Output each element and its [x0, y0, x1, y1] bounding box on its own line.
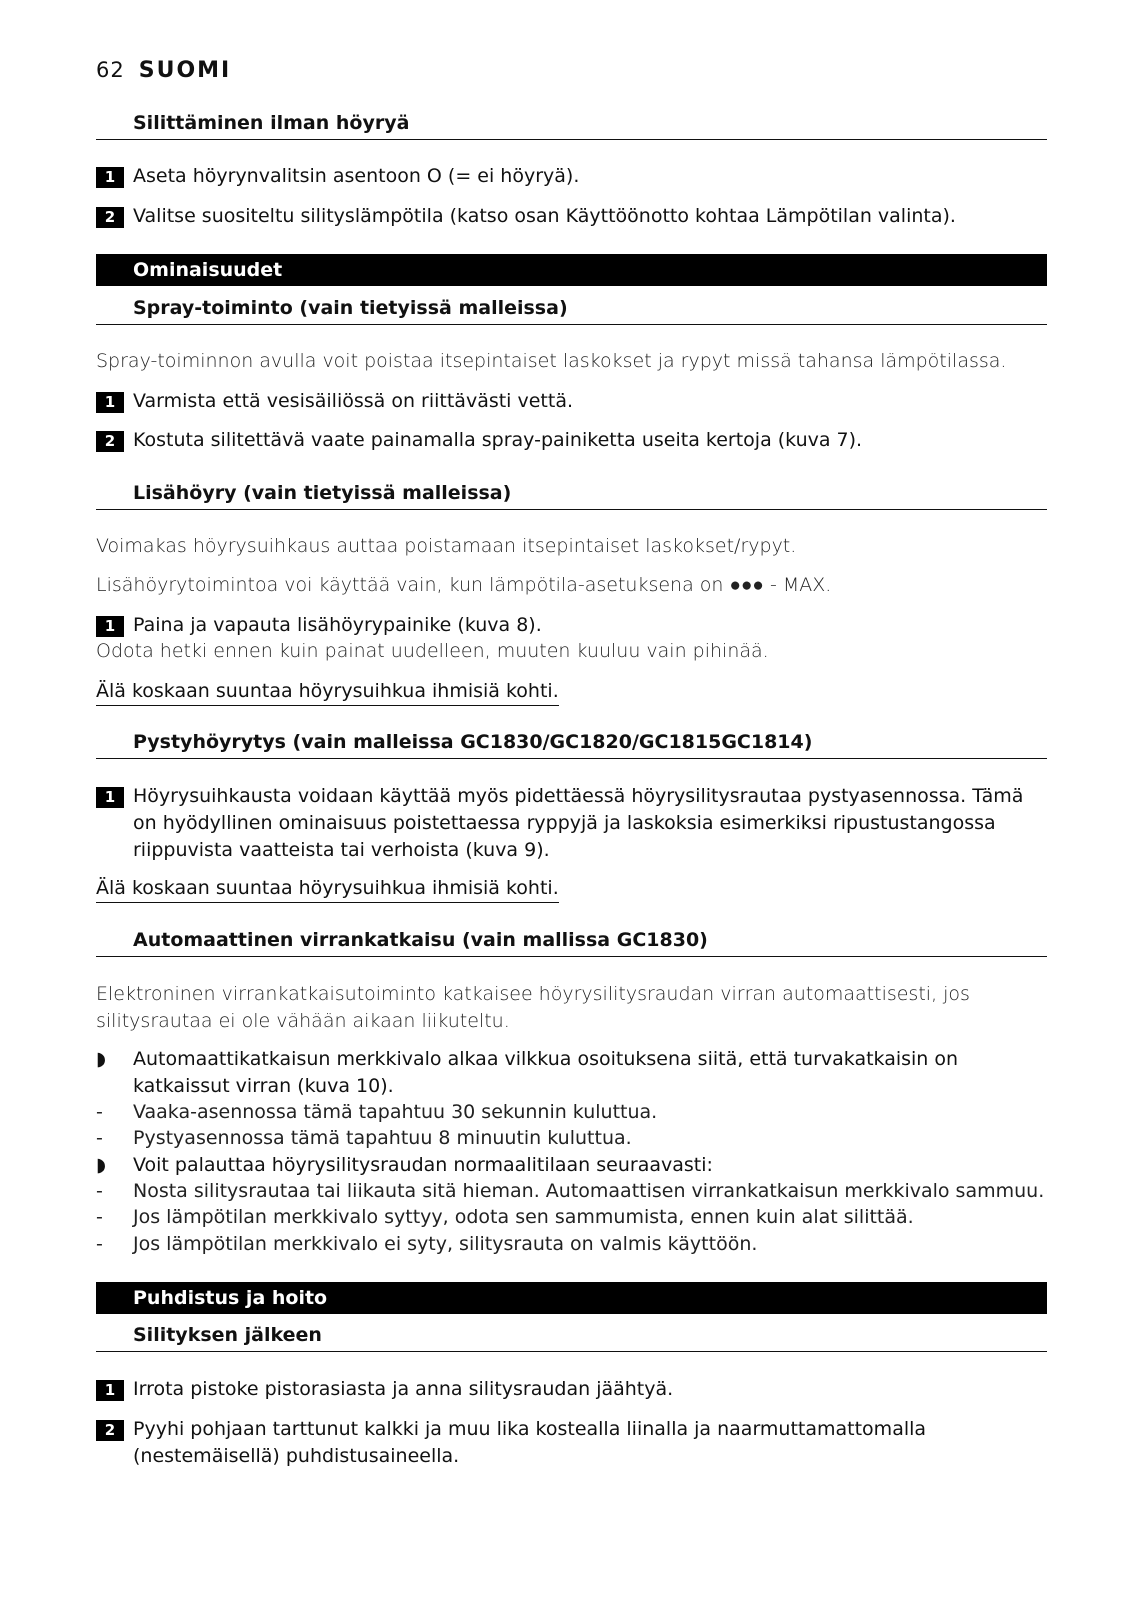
dash-item [96, 1099, 1047, 1126]
step [96, 1376, 1047, 1403]
warning-text: Älä koskaan suuntaa höyrysuihkua ihmisiä kohti. [96, 875, 559, 903]
step-number-badge: 2 [96, 1420, 124, 1441]
paragraph: Voimakas höyrysuihkaus auttaa poistamaan itsepintaiset laskokset/rypyt. [96, 535, 797, 557]
paragraph: Lisähöyrytoimintoa voi käyttää vain, kun lämpötila-asetuksena on ●●● - MAX. [96, 574, 832, 596]
step [96, 612, 1047, 639]
bullet-item [96, 1152, 1047, 1179]
paragraph: Spray-toiminnon avulla voit poistaa itsepintaiset laskokset ja rypyt missä tahansa lämpötilassa. [96, 350, 1007, 372]
bullet-text: Voit palauttaa höyrysilitysraudan normaalitilaan seuraavasti: [133, 1154, 713, 1176]
warning-text: Älä koskaan suuntaa höyrysuihkua ihmisiä kohti. [96, 678, 559, 706]
step-number-badge: 2 [96, 431, 124, 452]
heading-shot-of-steam: Lisähöyry (vain tietyissä malleissa) [96, 480, 1047, 510]
heading-vertical-steaming: Pystyhöyrytys (vain malleissa GC1830/GC1820/GC1815GC1814) [96, 729, 1047, 759]
dash-item [96, 1204, 1047, 1231]
step-number-badge: 1 [96, 787, 124, 808]
heading-after-ironing: Silityksen jälkeen [96, 1322, 1047, 1352]
dash-icon: - [96, 1180, 103, 1202]
bullet-icon: ◗ [96, 1048, 107, 1070]
step [96, 203, 1047, 230]
step [96, 163, 1047, 190]
heading-auto-shutoff: Automaattinen virrankatkaisu (vain mallissa GC1830) [96, 927, 1047, 957]
dash-text: Pystyasennossa tämä tapahtuu 8 minuutin kuluttua. [133, 1127, 632, 1149]
bullet-icon: ◗ [96, 1154, 107, 1176]
page-number: 62 [96, 58, 125, 82]
dash-text: Nosta silitysrautaa tai liikauta sitä hieman. Automaattisen virrankatkaisun merkkivalo sammuu. [133, 1180, 1045, 1202]
dash-icon: - [96, 1127, 103, 1149]
section-bar-features: Ominaisuudet [96, 254, 1047, 286]
page-header [96, 58, 231, 83]
paragraph: Elektroninen virrankatkaisutoiminto katkaisee höyrysilitysraudan virran automaattisesti, jos silitysrautaa ei ole vähään aikaan liikuteltu. [96, 983, 970, 1032]
step-text: Höyrysuihkausta voidaan käyttää myös pidettäessä höyrysilitysrautaa pystyasennossa. Tämä on hyödyllinen ominaisuus poistettaessa ryppyjä ja laskoksia esimerkiksi ripustustangossa riippuvista vaatteista tai verhoista (kuva 9). [133, 785, 1024, 861]
language-label: SUOMI [138, 58, 232, 83]
step-text: Pyyhi pohjaan tarttunut kalkki ja muu lika kostealla liinalla ja naarmuttamattomalla (nestemäisellä) puhdistusaineella. [133, 1418, 927, 1467]
step [96, 388, 1047, 415]
step [96, 1416, 1047, 1470]
dash-text: Jos lämpötilan merkkivalo syttyy, odota sen sammumista, ennen kuin alat silittää. [133, 1206, 914, 1228]
dash-icon: - [96, 1101, 103, 1123]
note-paragraph: Odota hetki ennen kuin painat uudelleen, muuten kuuluu vain pihinää. [96, 640, 769, 662]
step-text: Paina ja vapauta lisähöyrypainike (kuva 8). [133, 614, 542, 636]
bullet-item [96, 1046, 1047, 1100]
step-text: Aseta höyrynvalitsin asentoon O (= ei höyryä). [133, 165, 580, 187]
step-text: Valitse suositeltu silityslämpötila (katso osan Käyttöönotto kohtaa Lämpötilan valinta). [133, 205, 956, 227]
step [96, 783, 1047, 864]
step-number-badge: 1 [96, 616, 124, 637]
heading-ironing-without-steam: Silittäminen ilman höyryä [96, 110, 1047, 140]
step-text: Kostuta silitettävä vaate painamalla spray-painiketta useita kertoja (kuva 7). [133, 429, 863, 451]
step-number-badge: 1 [96, 167, 124, 188]
dash-icon: - [96, 1206, 103, 1228]
step-number-badge: 1 [96, 1380, 124, 1401]
heading-spray-function: Spray-toiminto (vain tietyissä malleissa) [96, 295, 1047, 325]
step-number-badge: 1 [96, 392, 124, 413]
dash-text: Vaaka-asennossa tämä tapahtuu 30 sekunnin kuluttua. [133, 1101, 658, 1123]
step [96, 427, 1047, 454]
bullet-text: Automaattikatkaisun merkkivalo alkaa vilkkua osoituksena siitä, että turvakatkaisin on katkaissut virran (kuva 10). [133, 1048, 959, 1097]
dash-item [96, 1178, 1047, 1205]
dash-item [96, 1231, 1047, 1258]
dash-icon: - [96, 1233, 103, 1255]
section-bar-cleaning: Puhdistus ja hoito [96, 1282, 1047, 1314]
step-text: Varmista että vesisäiliössä on riittävästi vettä. [133, 390, 574, 412]
dash-item [96, 1125, 1047, 1152]
step-number-badge: 2 [96, 207, 124, 228]
step-text: Irrota pistoke pistorasiasta ja anna silitysraudan jäähtyä. [133, 1378, 674, 1400]
dash-text: Jos lämpötilan merkkivalo ei syty, silitysrauta on valmis käyttöön. [133, 1233, 758, 1255]
